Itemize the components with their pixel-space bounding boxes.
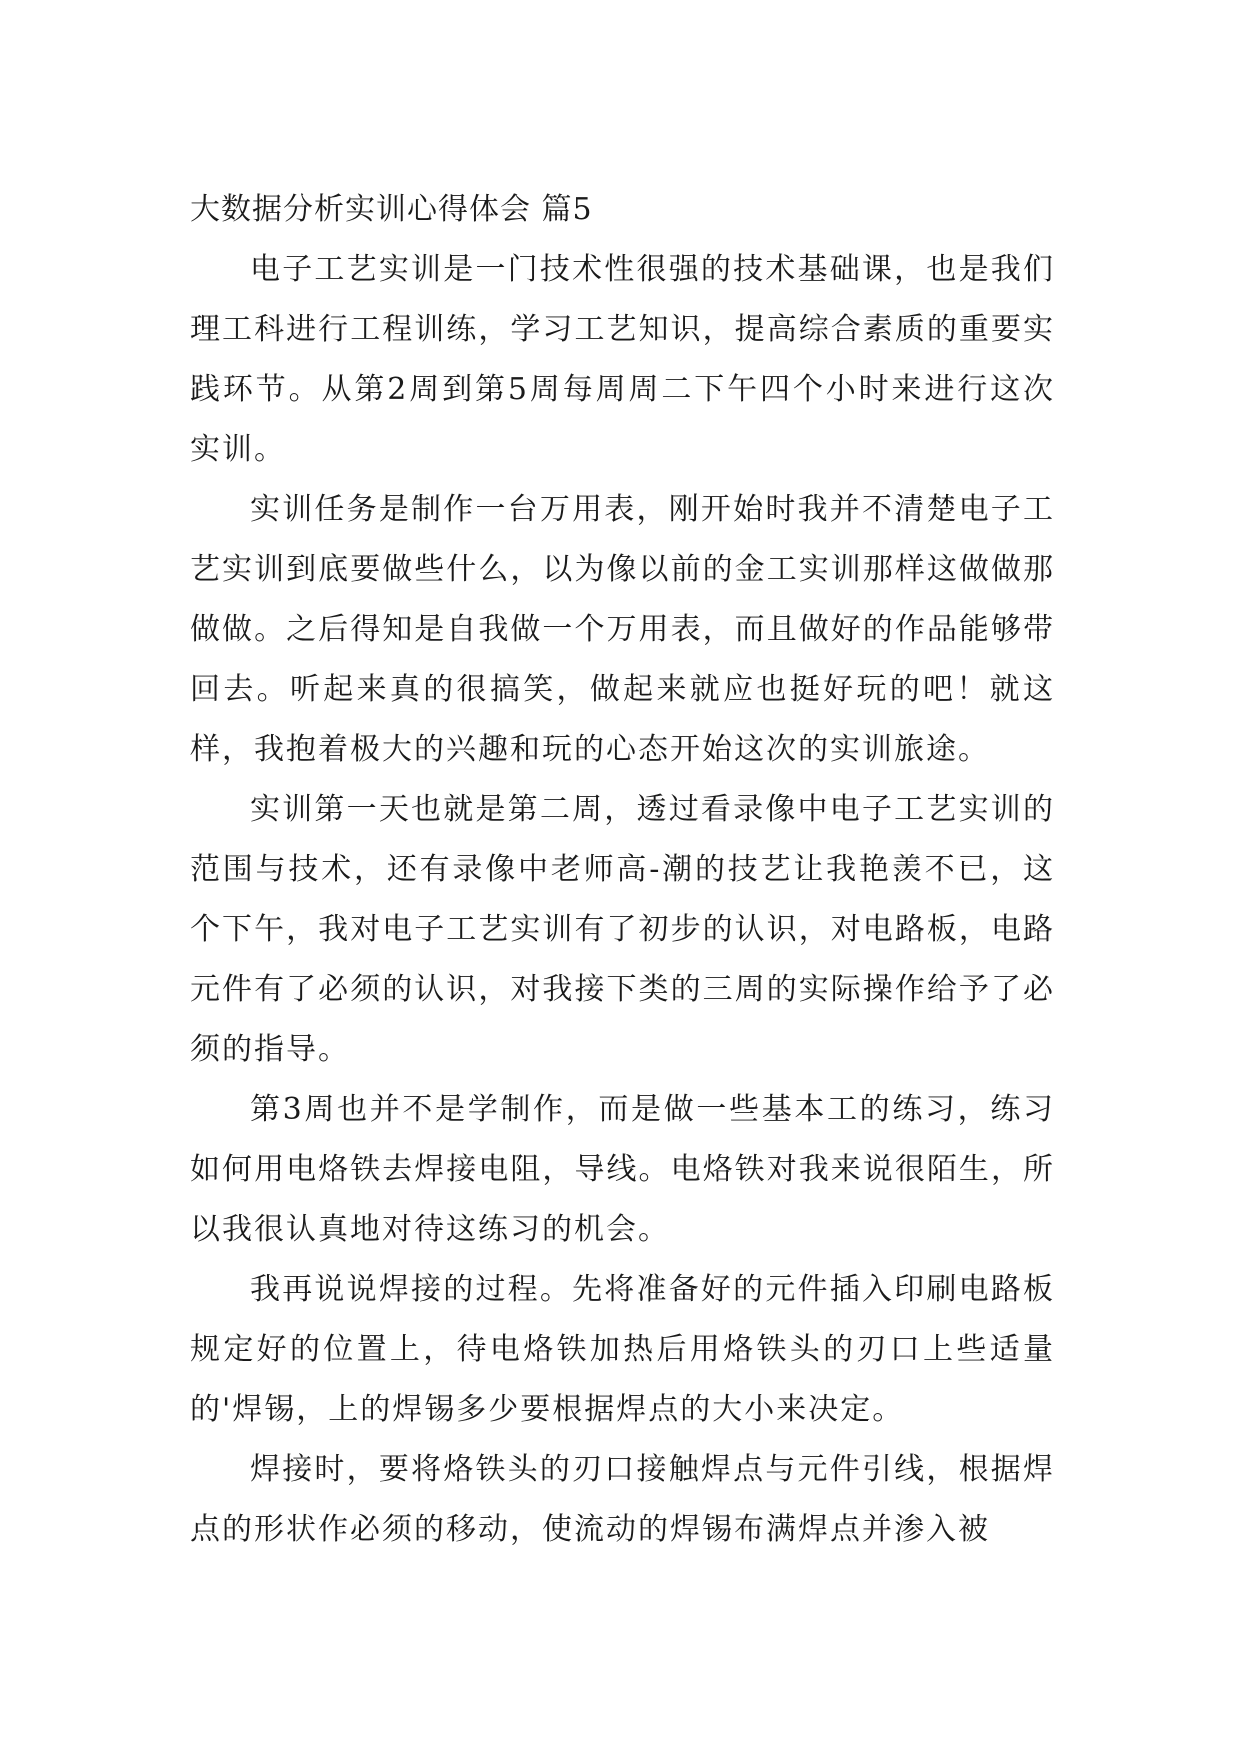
paragraph-2: 实训任务是制作一台万用表，刚开始时我并不清楚电子工艺实训到底要做些什么，以为像以前的金工实训那样这做做那做做。之后得知是自我做一个万用表，而且做好的作品能够带回去。听起来真的很搞笑，做起来就应也挺好玩的吧！就这样，我抱着极大的兴趣和玩的心态开始这次的实训旅途。: [190, 492, 1055, 767]
paragraph-3: 实训第一天也就是第二周，透过看录像中电子工艺实训的范围与技术，还有录像中老师高-潮的技艺让我艳羡不已，这个下午，我对电子工艺实训有了初步的认识，对电路板，电路元件有了必须的认识，对我接下类的三周的实际操作给予了必须的指导。: [190, 792, 1055, 1067]
paragraph-5: 我再说说焊接的过程。先将准备好的元件插入印刷电路板规定好的位置上，待电烙铁加热后用烙铁头的刃口上些适量的'焊锡，上的焊锡多少要根据焊点的大小来决定。: [190, 1272, 1055, 1427]
document-body: [190, 180, 1055, 1560]
paragraph-6: 焊接时，要将烙铁头的刃口接触焊点与元件引线，根据焊点的形状作必须的移动，使流动的焊锡布满焊点并渗入被: [190, 1452, 1055, 1547]
paragraph-1: 电子工艺实训是一门技术性很强的技术基础课，也是我们理工科进行工程训练，学习工艺知识，提高综合素质的重要实践环节。从第2周到第5周每周周二下午四个小时来进行这次实训。: [190, 252, 1055, 467]
document-title: 大数据分析实训心得体会 篇5: [190, 192, 593, 227]
paragraph-4: 第3周也并不是学制作，而是做一些基本工的练习，练习如何用电烙铁去焊接电阻，导线。电烙铁对我来说很陌生，所以我很认真地对待这练习的机会。: [190, 1092, 1055, 1247]
